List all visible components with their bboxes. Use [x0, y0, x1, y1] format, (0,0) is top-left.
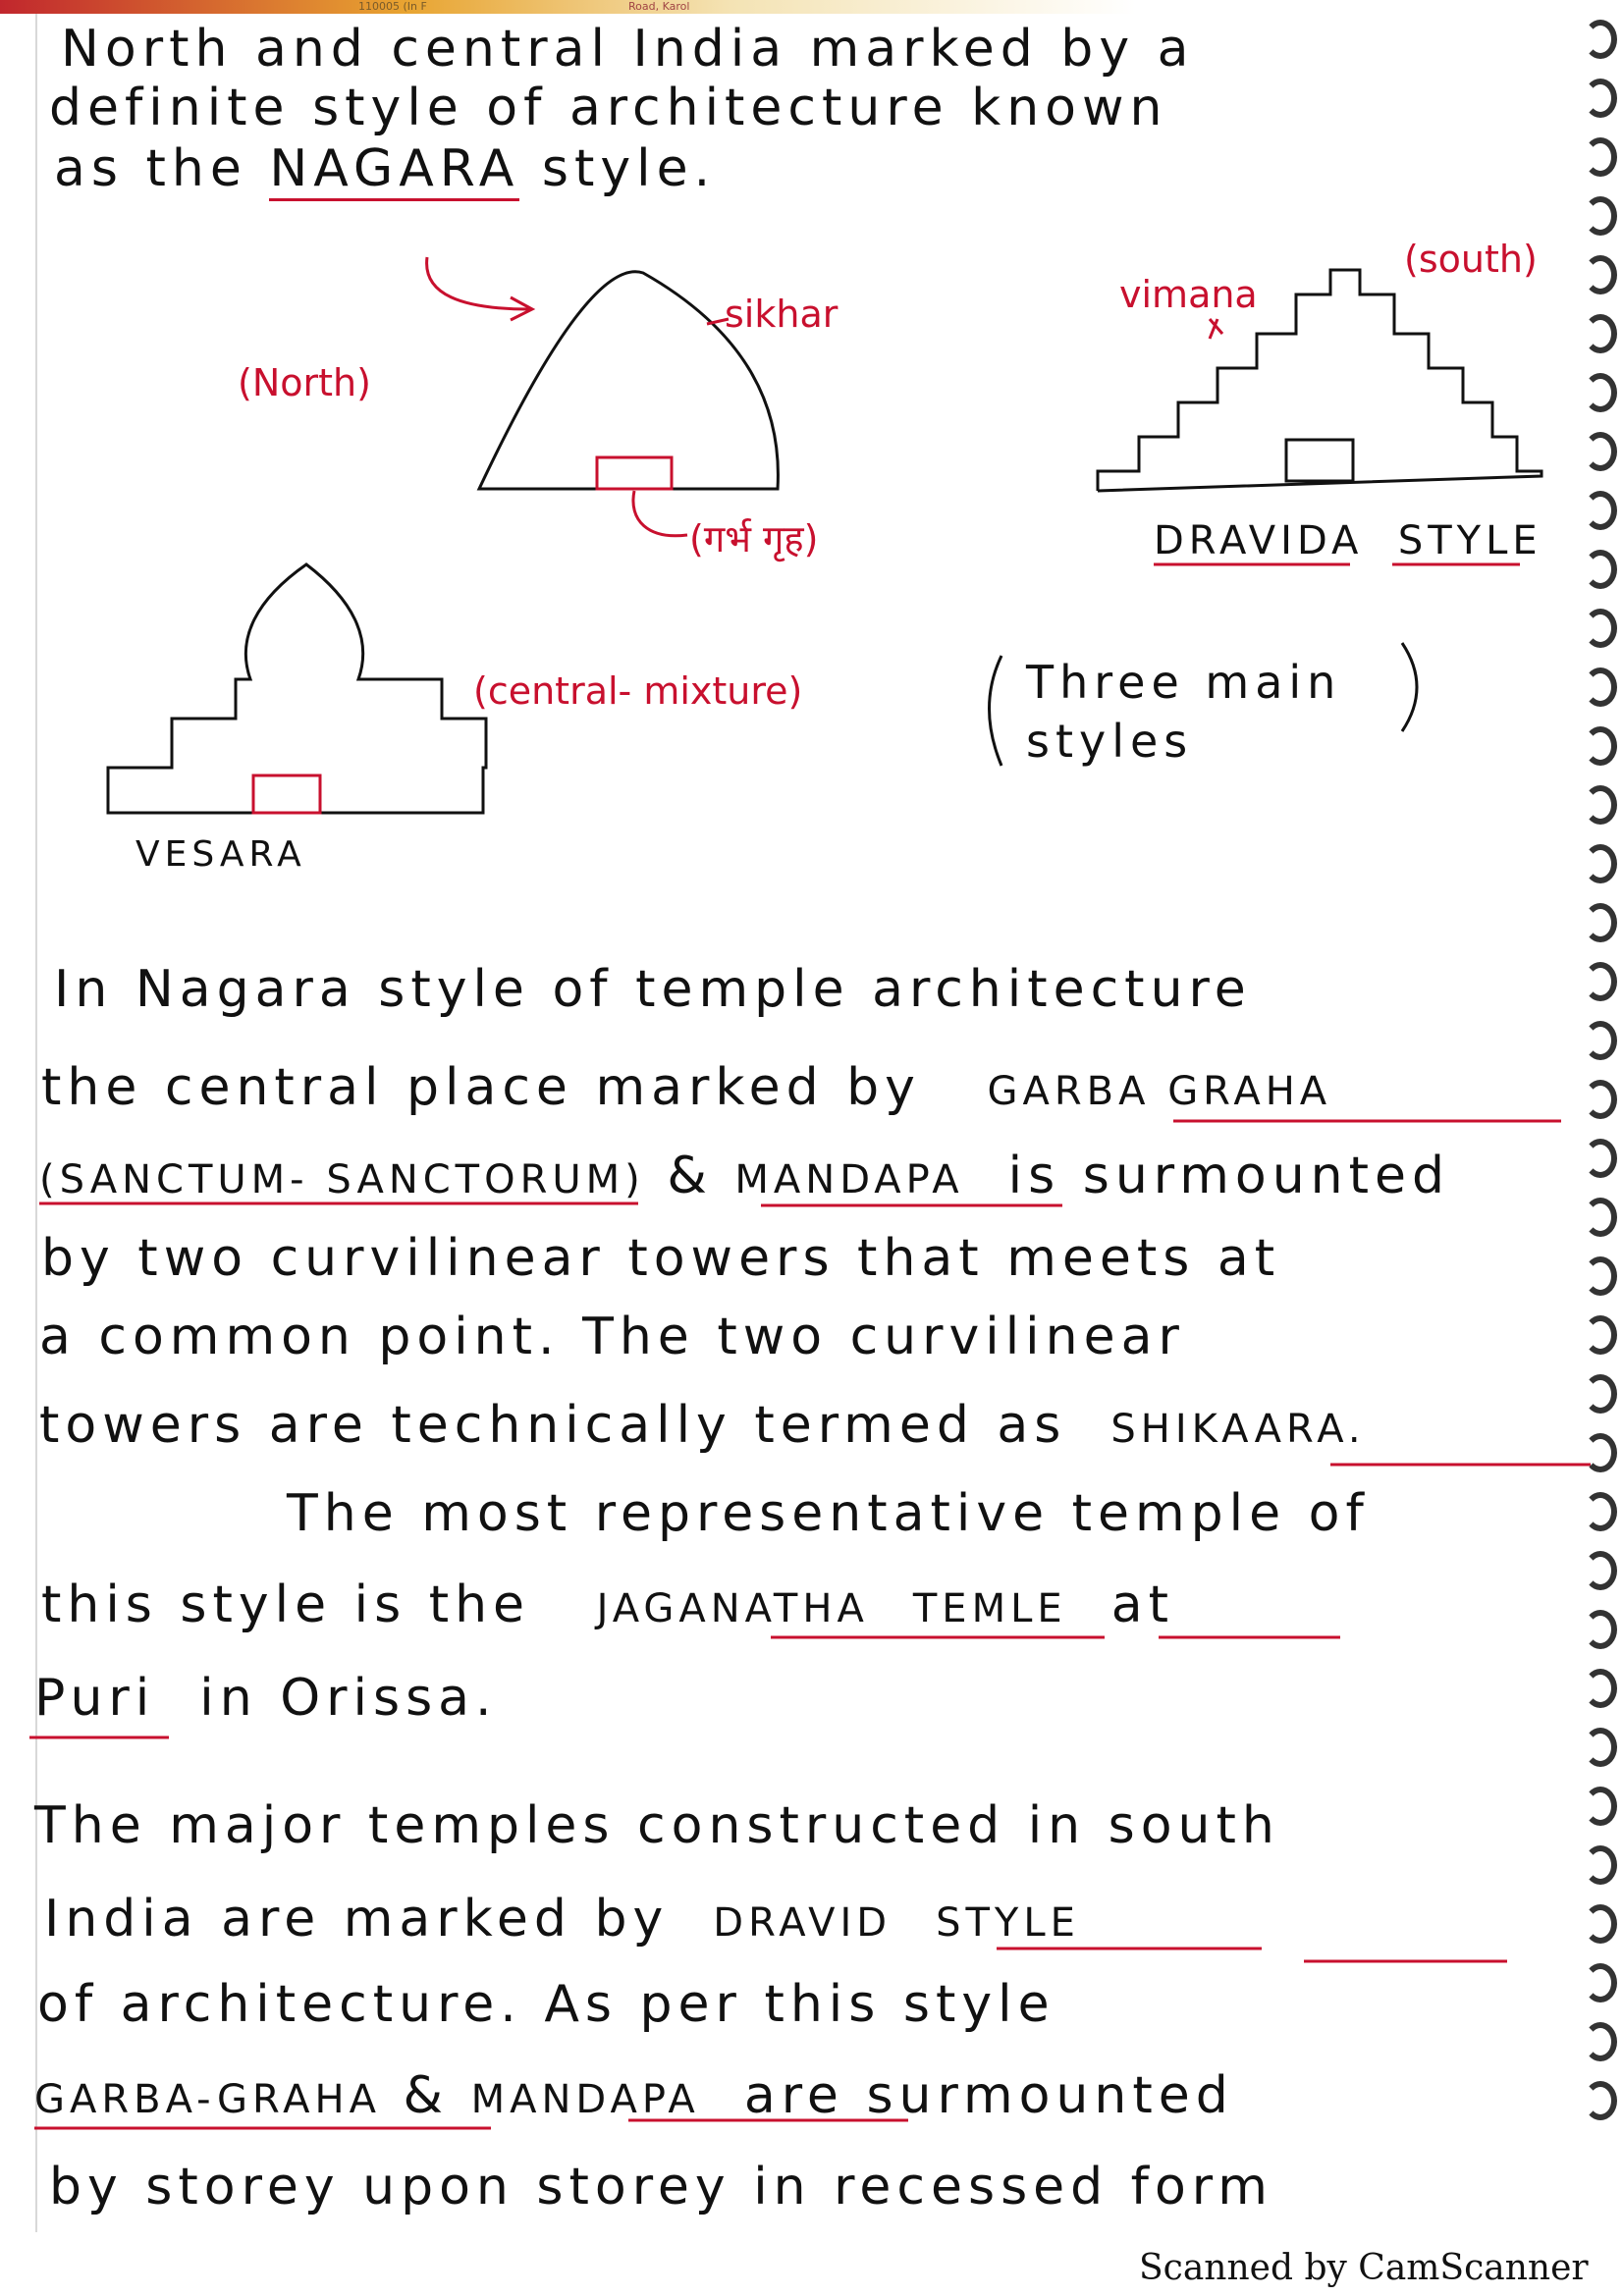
spiral-ring — [1584, 1963, 1617, 2002]
spiral-ring — [1584, 1256, 1617, 1296]
spiral-ring — [1584, 255, 1617, 294]
spiral-ring — [1584, 20, 1617, 59]
spiral-ring — [1584, 1021, 1617, 1060]
spiral-ring — [1584, 1787, 1617, 1826]
spiral-ring — [1584, 785, 1617, 825]
spiral-ring — [1584, 1845, 1617, 1885]
spiral-ring — [1584, 1728, 1617, 1767]
para1-line-6: towers are technically termed as SHIKAARA. — [39, 1396, 1366, 1455]
spiral-ring — [1584, 1492, 1617, 1531]
spiral-ring — [1584, 1139, 1617, 1178]
spiral-ring — [1584, 667, 1617, 707]
note-close-bracket — [1402, 643, 1417, 731]
intro-line-2: definite style of architecture known — [49, 79, 1168, 137]
spiral-ring — [1584, 1433, 1617, 1472]
spiral-ring — [1584, 491, 1617, 530]
spiral-ring — [1584, 2022, 1617, 2061]
camscanner-watermark: Scanned by CamScanner — [1139, 2248, 1589, 2288]
spiral-ring — [1584, 79, 1617, 118]
spiral-ring — [1584, 962, 1617, 1001]
spiral-ring — [1584, 314, 1617, 353]
vesara-garbha-griha — [253, 775, 320, 813]
spiral-ring — [1584, 373, 1617, 412]
para3-line-2: India are marked by DRAVID STYLE — [44, 1890, 1080, 1949]
spiral-ring — [1584, 1080, 1617, 1119]
para2-line-2: this style is the JAGANATHA TEMLE at — [41, 1575, 1174, 1634]
intro-line-3: as the NAGARA style. — [54, 139, 716, 198]
spiral-ring — [1584, 550, 1617, 589]
para1-line-1: In Nagara style of temple architecture — [54, 960, 1252, 1019]
dravida-style-title: DRAVIDA STYLE — [1154, 518, 1542, 563]
spiral-ring — [1584, 1904, 1617, 1944]
note-open-bracket — [990, 656, 1002, 766]
para1-line-4: by two curvilinear towers that meets at — [41, 1229, 1281, 1288]
vimana-pointer — [1210, 319, 1222, 339]
spiral-ring — [1584, 196, 1617, 236]
vimana-label: vimana — [1119, 273, 1258, 316]
nagara-term: NAGARA — [269, 139, 519, 201]
spiral-ring — [1584, 1610, 1617, 1649]
spiral-ring — [1584, 903, 1617, 942]
header-strip-text-left: 110005 (In F — [358, 0, 427, 13]
para2-line-3: Puri in Orissa. — [34, 1669, 498, 1728]
vesara-title: VESARA — [135, 834, 306, 875]
para1-line-2: the central place marked by GARBA GRAHA — [41, 1058, 1332, 1117]
spiral-ring — [1584, 1198, 1617, 1237]
spiral-ring — [1584, 2081, 1617, 2120]
spiral-ring — [1584, 1374, 1617, 1414]
dravida-garbha-griha — [1286, 440, 1353, 481]
nagara-garbha-griha — [597, 457, 672, 489]
spiral-ring — [1584, 1315, 1617, 1355]
intro-line-1: North and central India marked by a — [61, 20, 1195, 79]
header-strip-text-right: Road, Karol — [628, 0, 690, 13]
sikhar-label: sikhar — [725, 293, 839, 336]
para3-line-4: GARBA-GRAHA & MANDAPA are surmounted — [34, 2066, 1234, 2125]
para1-line-3: (SANCTUM- SANCTORUM) & MANDAPA is surmounted — [39, 1147, 1451, 1205]
vesara-region-label: (central- mixture) — [473, 669, 803, 713]
spiral-ring — [1584, 1669, 1617, 1708]
garbha-pointer — [633, 491, 687, 536]
spiral-ring — [1584, 432, 1617, 471]
para1-line-5: a common point. The two curvilinear — [39, 1308, 1185, 1366]
three-styles-note-line-2: styles — [1026, 715, 1194, 768]
dravida-region-label: (south) — [1404, 238, 1538, 281]
garbha-griha-label: (गर्भ गृह) — [689, 517, 819, 561]
spiral-ring — [1584, 137, 1617, 177]
nagara-pointer-arrow — [427, 257, 530, 309]
spiral-ring — [1584, 844, 1617, 883]
spiral-ring — [1584, 726, 1617, 766]
spiral-ring — [1584, 1551, 1617, 1590]
para2-line-1: The most representative temple of — [287, 1484, 1370, 1543]
spiral-binding — [1584, 20, 1623, 2179]
three-styles-note-line-1: Three main — [1026, 656, 1342, 709]
spiral-ring — [1584, 609, 1617, 648]
para3-line-5: by storey upon storey in recessed form — [49, 2158, 1273, 2216]
para3-line-1: The major temples constructed in south — [34, 1796, 1280, 1855]
para3-line-3: of architecture. As per this style — [37, 1975, 1055, 2034]
nagara-region-label: (North) — [238, 361, 371, 404]
